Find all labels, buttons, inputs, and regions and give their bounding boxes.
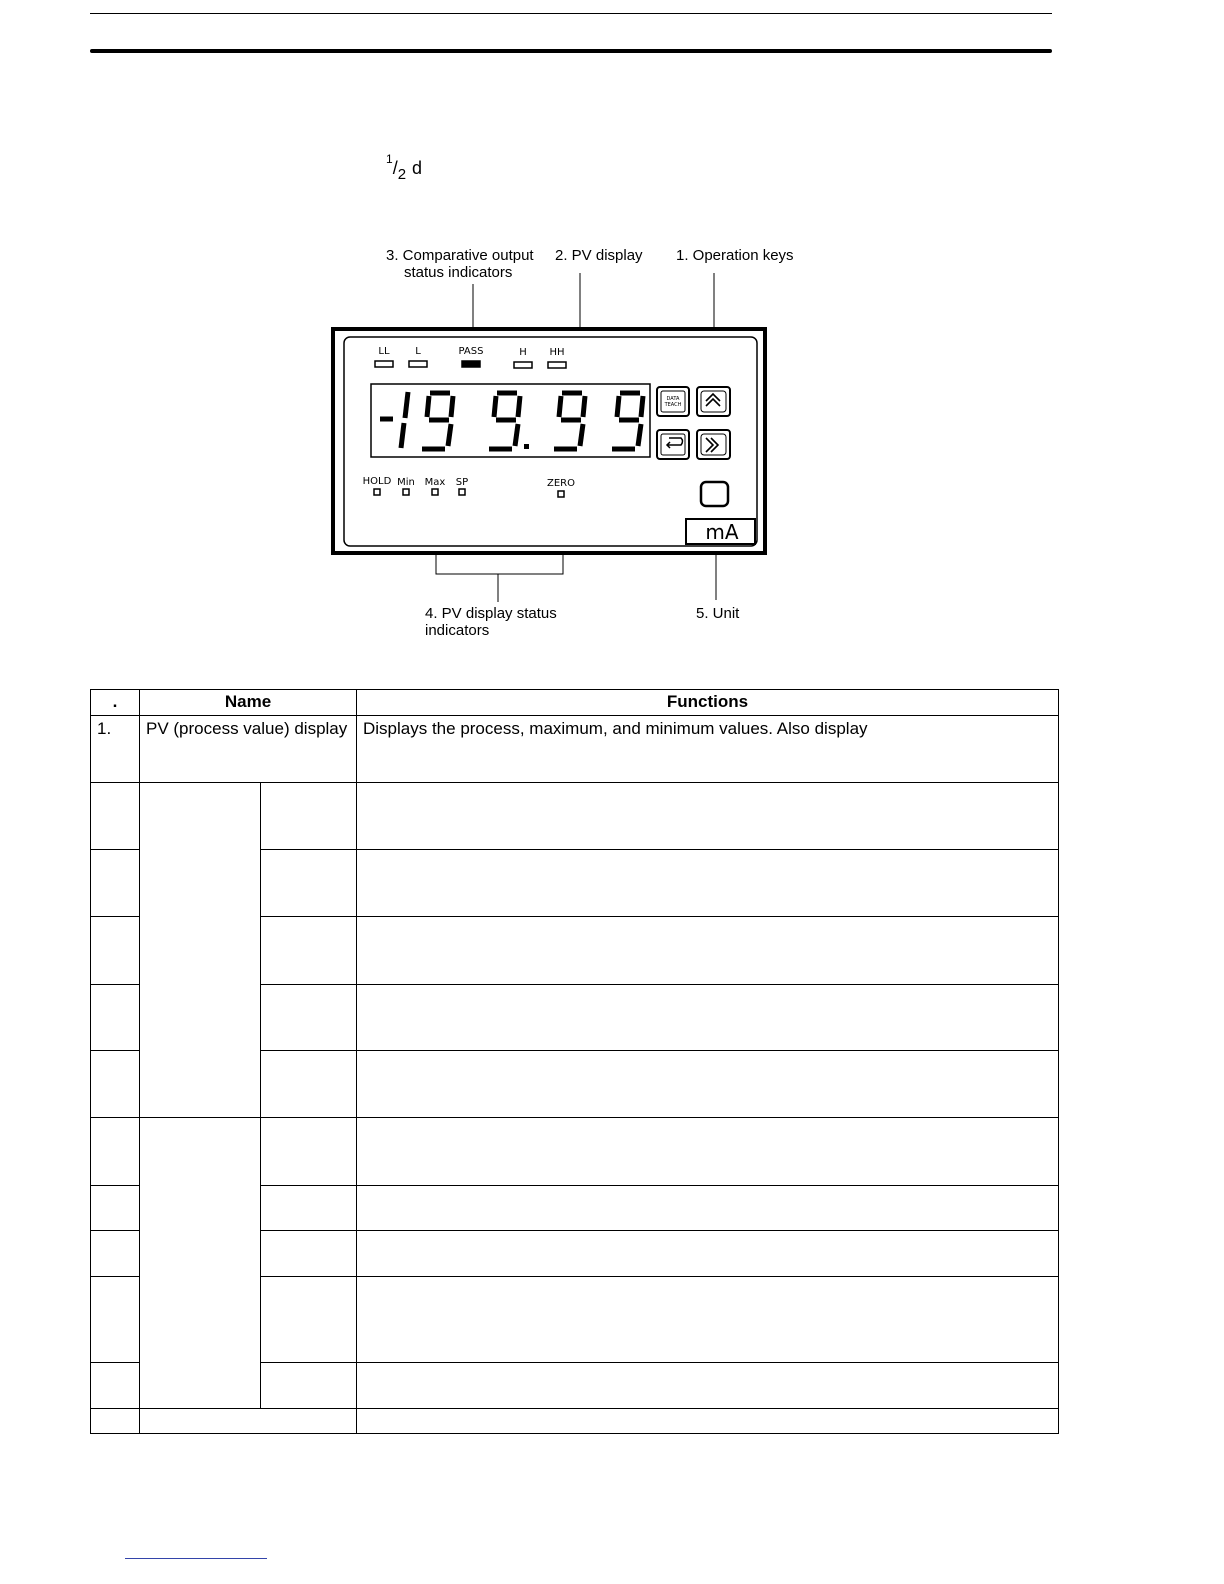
indicator-label-pass: PASS bbox=[458, 346, 484, 357]
status-min bbox=[403, 489, 409, 495]
callout-operation-keys: 1. Operation keys bbox=[676, 247, 794, 264]
table-row bbox=[91, 1409, 1059, 1434]
digit-1-bottom bbox=[401, 423, 404, 448]
fraction-heading: $^1/_2$ d bbox=[386, 152, 423, 183]
fraction-suffix: d bbox=[412, 158, 423, 178]
callout-comparative-output-line2: status indicators bbox=[404, 264, 513, 281]
table-row bbox=[91, 716, 1059, 783]
indicator-label-h: H bbox=[519, 347, 527, 358]
indicator-l bbox=[409, 361, 427, 367]
callout-pv-status: 4. PV display status bbox=[425, 605, 557, 622]
indicator-hh bbox=[548, 362, 566, 368]
status-zero bbox=[558, 491, 564, 497]
callout-comparative-output: 3. Comparative output bbox=[386, 247, 534, 264]
callout-pv-display: 2. PV display bbox=[555, 247, 643, 264]
status-label-hold: HOLD bbox=[362, 476, 392, 487]
indicator-ll bbox=[375, 361, 393, 367]
fraction-numerator: 1 bbox=[386, 152, 393, 166]
indicator-label-l: L bbox=[415, 346, 421, 357]
table-row bbox=[91, 783, 1059, 850]
indicator-label-ll: LL bbox=[378, 346, 390, 357]
status-label-sp: SP bbox=[455, 477, 469, 488]
status-hold bbox=[374, 489, 380, 495]
callout-pv-status-line2: indicators bbox=[425, 622, 490, 639]
status-label-zero: ZERO bbox=[547, 478, 575, 489]
indicator-h bbox=[514, 362, 532, 368]
header-no: . bbox=[91, 690, 140, 716]
meter-diagram bbox=[0, 0, 1224, 690]
teach-key-label: TEACH bbox=[664, 402, 682, 408]
up-key[interactable] bbox=[697, 387, 730, 416]
table-header-row bbox=[91, 690, 1059, 716]
fraction-denominator: 2 bbox=[397, 166, 407, 183]
status-label-min: Min bbox=[397, 477, 415, 488]
shift-key[interactable] bbox=[697, 430, 730, 459]
footer-link-underline[interactable] bbox=[125, 1558, 267, 1559]
blank-key[interactable] bbox=[701, 482, 728, 506]
data-teach-key[interactable] bbox=[657, 387, 689, 416]
mode-key[interactable] bbox=[657, 430, 689, 459]
digit-1-top bbox=[405, 392, 408, 418]
status-max bbox=[432, 489, 438, 495]
data-key-label: DATA bbox=[666, 396, 680, 402]
status-label-max: Max bbox=[424, 477, 446, 488]
unit-label: mA bbox=[705, 520, 739, 544]
table-row bbox=[91, 1118, 1059, 1186]
decimal-point bbox=[524, 444, 529, 449]
status-sp bbox=[459, 489, 465, 495]
row1-name: PV (process value) display bbox=[140, 716, 357, 783]
indicator-label-hh: HH bbox=[549, 347, 565, 358]
functions-table bbox=[90, 689, 1059, 1434]
row1-no: 1. bbox=[91, 716, 140, 783]
callout-unit: 5. Unit bbox=[696, 605, 740, 622]
indicator-pass bbox=[462, 361, 480, 367]
header-name: Name bbox=[140, 690, 357, 716]
row1-functions: Displays the process, maximum, and minimum values. Also display bbox=[357, 716, 1059, 783]
header-functions: Functions bbox=[357, 690, 1059, 716]
